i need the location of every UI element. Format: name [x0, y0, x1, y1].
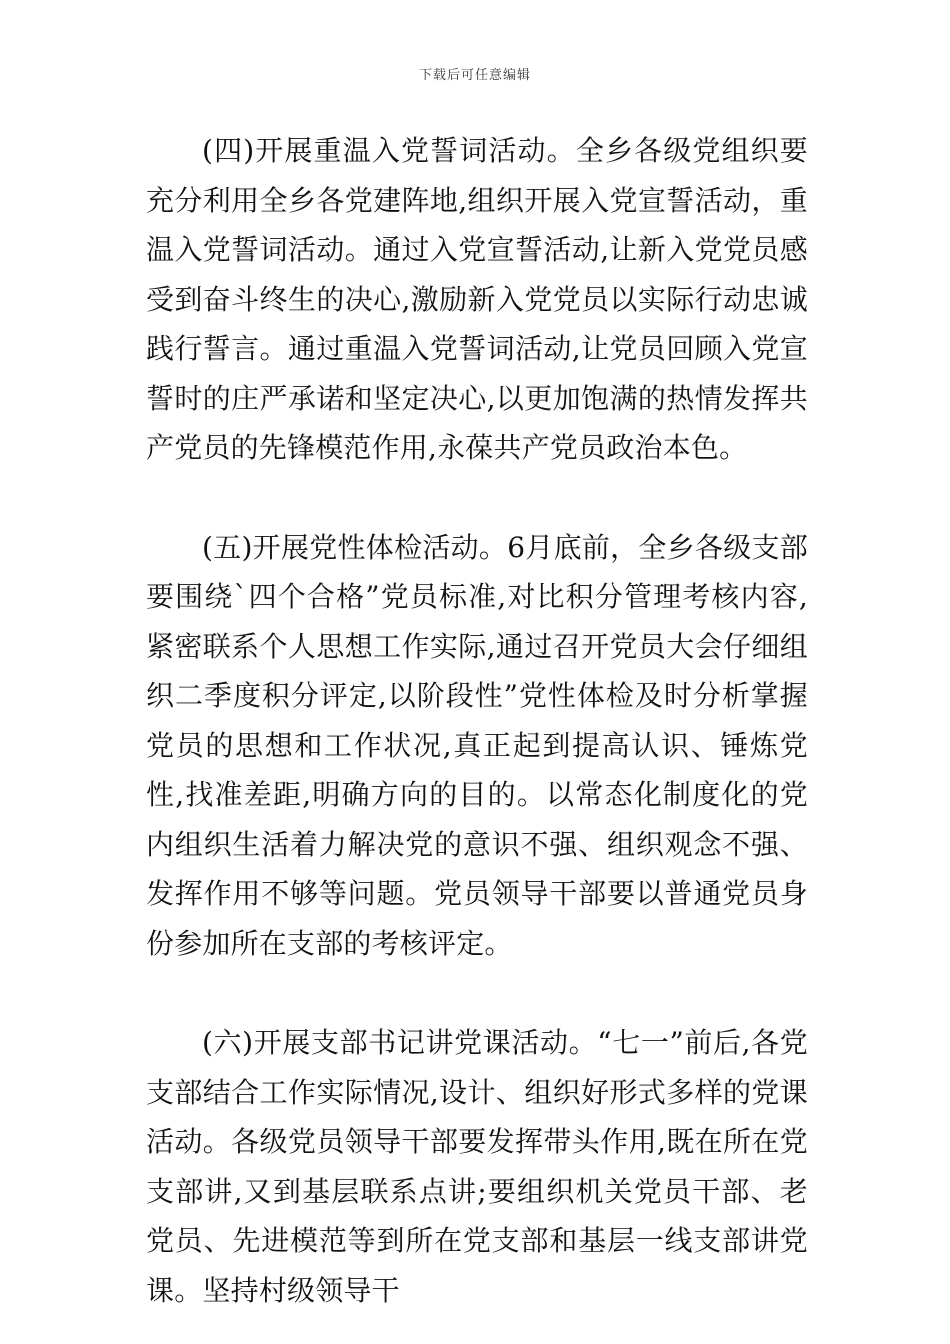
page-header: 下载后可任意编辑 [418, 68, 531, 83]
paragraph-section-4: (四)开展重温入党誓词活动。全乡各级党组织要充分利用全乡各党建阵地,组织开展入党宣誓活动，重温入党誓词活动。通过入党宣誓活动,让新入党党员感受到奋斗终生的决心,激励新入党党员以实际行动忠诚践行誓言。通过重温入党誓词活动,让党员回顾入党宣誓时的庄严承诺和坚定决心,以更加饱满的热情发挥共产党员的先锋模范作用,永葆共产党员政治本色。 [146, 134, 809, 464]
document-body [146, 126, 808, 1315]
paragraph-section-5: (五)开展党性体检活动。6月底前，全乡各级支部要围绕`四个合格”党员标准,对比积分管理考核内容,紧密联系个人思想工作实际,通过召开党员大会仔细组织二季度积分评定,以阶段性”党性体检及时分析掌握党员的思想和工作状况,真正起到提高认识、锤炼党性,找准差距,明确方向的目的。以常态化制度化的党内组织生活着力解决党的意识不强、组织观念不强、发挥作用不够等问题。党员领导干部要以普通党员身份参加所在支部的考核评定。 [146, 530, 808, 960]
paragraph-section-6: (六)开展支部书记讲党课活动。“七一”前后,各党支部结合工作实际情况,设计、组织好形式多样的党课活动。各级党员领导干部要发挥带头作用,既在所在党支部讲,又到基层联系点讲;要组织机关党员干部、老党员、先进模范等到所在党支部和基层一线支部讲党课。坚持村级领导干 [146, 1026, 808, 1307]
